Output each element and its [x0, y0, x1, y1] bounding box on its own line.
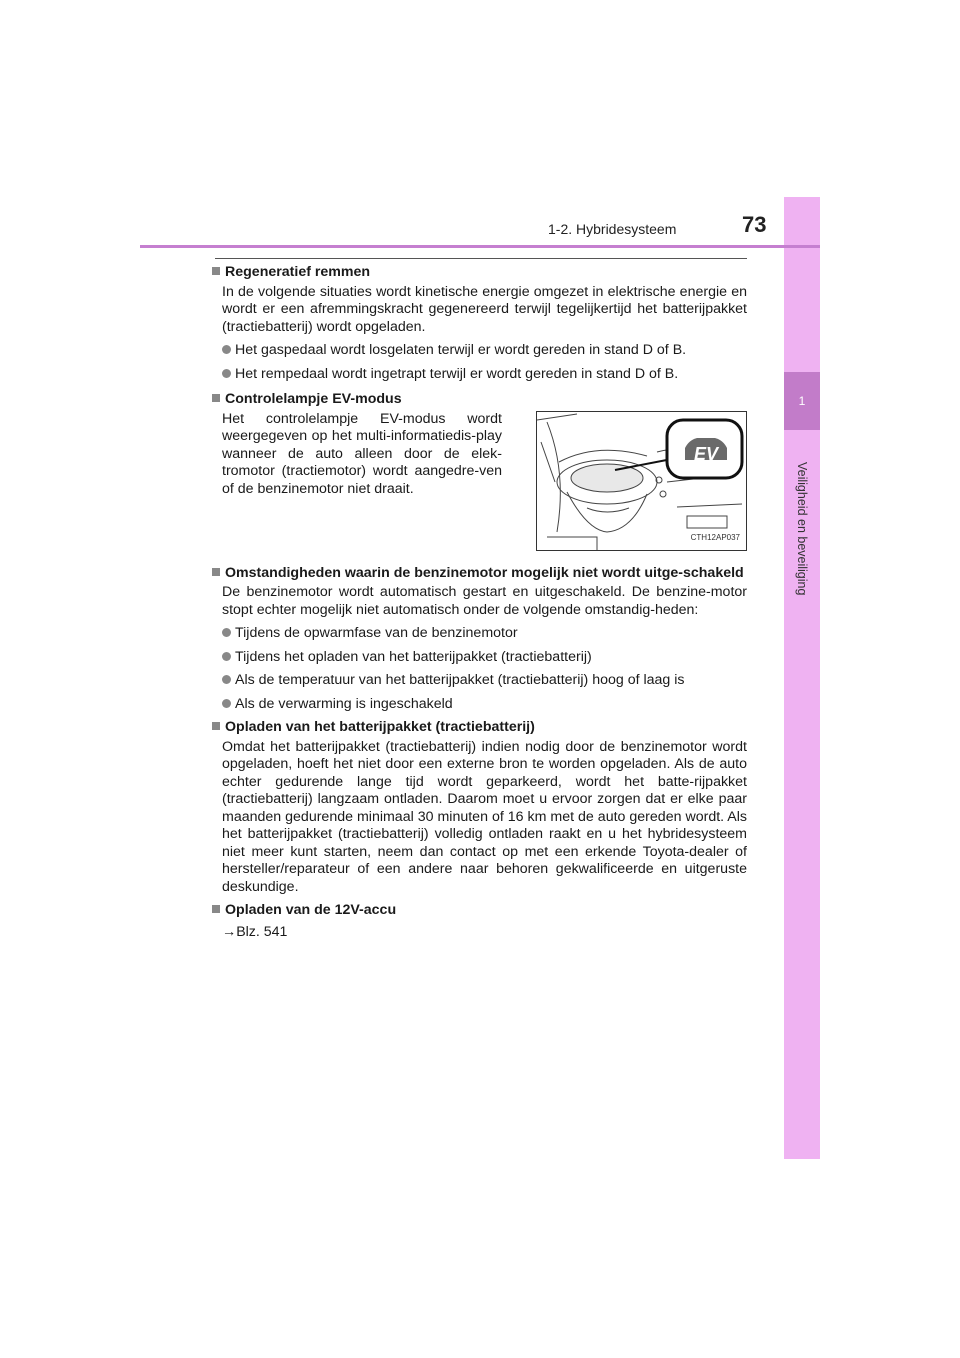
heading-ev: Controlelampje EV-modus — [212, 391, 747, 409]
heading-engine: Omstandigheden waarin de benzinemotor mogelijk niet wordt uitge-schakeld — [212, 565, 747, 583]
square-bullet-icon — [212, 394, 220, 402]
heading-regen: Regeneratief remmen — [212, 264, 747, 282]
header-rule — [140, 245, 820, 248]
round-bullet-icon — [222, 369, 231, 378]
round-bullet-icon — [222, 628, 231, 637]
chapter-title: Veiligheid en beveiliging — [795, 462, 809, 596]
heading-accu: Opladen van de 12V-accu — [212, 902, 747, 920]
page-number: 73 — [742, 212, 767, 237]
paragraph-charge: Omdat het batterijpakket (tractiebatterij) indien nodig door de benzinemotor wordt opgeladen, hoeft het niet door een externe bron te worden opgeladen. Als de auto echter gedurende lange tijd wordt geparkeerd, wordt het batte-rijpakket (tractiebatterij) langzaam ontladen. Daarom moet u ervoor zorgen dat er elke paar maanden gedurende minimaal 30 minuten of 16 km met de auto gereden wordt. Als het batterijpakket (tractiebatterij) volledig ontladen raakt en u het hybridesysteem niet meer kunt starten, neem dan contact op met een erkende Toyota-dealer of hersteller/reparateur of een andere naar behoren gekwalificeerde en uitgeruste deskundige. — [222, 738, 747, 895]
list-item: Het rempedaal wordt ingetrapt terwijl er wordt gereden in stand D of B. — [222, 366, 747, 384]
figure-code: CTH12AP037 — [690, 533, 740, 542]
page-reference-link[interactable]: →Blz. 541 — [222, 923, 288, 940]
paragraph-regen: In de volgende situaties wordt kinetische energie omgezet in elektrische energie en wordt er een afremmingskracht gegenereerd terwijl tegelijkertijd het batterijpakket (tractiebatterij) wordt opgeladen. — [222, 283, 747, 335]
round-bullet-icon — [222, 345, 231, 354]
chapter-side-tab — [784, 197, 820, 1159]
square-bullet-icon — [212, 267, 220, 275]
list-item: Als de temperatuur van het batterijpakket (tractiebatterij) hoog of laag is — [222, 672, 747, 690]
square-bullet-icon — [212, 905, 220, 913]
round-bullet-icon — [222, 699, 231, 708]
page-content — [212, 264, 747, 941]
list-item: Als de verwarming is ingeschakeld — [222, 696, 747, 714]
heading-charge: Opladen van het batterijpakket (tractiebatterij) — [212, 719, 747, 737]
dashboard-figure — [536, 411, 747, 551]
section-header: 1-2. Hybridesysteem — [548, 221, 677, 237]
square-bullet-icon — [212, 722, 220, 730]
content-top-rule — [215, 258, 747, 259]
round-bullet-icon — [222, 675, 231, 684]
list-item: Tijdens de opwarmfase van de benzinemotor — [222, 625, 747, 643]
paragraph-ev: Het controlelampje EV-modus wordt weergegeven op het multi-informatiedis-play wanneer de auto alleen door de elek-tromotor (tractiemotor) wordt aangedre-ven of de benzinemotor niet draait. — [222, 410, 502, 497]
chapter-number: 1 — [784, 372, 820, 430]
chapter-title-vertical — [784, 462, 820, 822]
list-item: Tijdens het opladen van het batterijpakket (tractiebatterij) — [222, 649, 747, 667]
square-bullet-icon — [212, 568, 220, 576]
paragraph-engine: De benzinemotor wordt automatisch gestart en uitgeschakeld. De benzine-motor stopt echter mogelijk niet automatisch onder de volgende omstandig-heden: — [222, 584, 747, 618]
ev-row — [222, 411, 747, 551]
ev-indicator-label: EV — [693, 443, 719, 464]
list-item: Het gaspedaal wordt losgelaten terwijl er wordt gereden in stand D of B. — [222, 342, 747, 360]
round-bullet-icon — [222, 652, 231, 661]
